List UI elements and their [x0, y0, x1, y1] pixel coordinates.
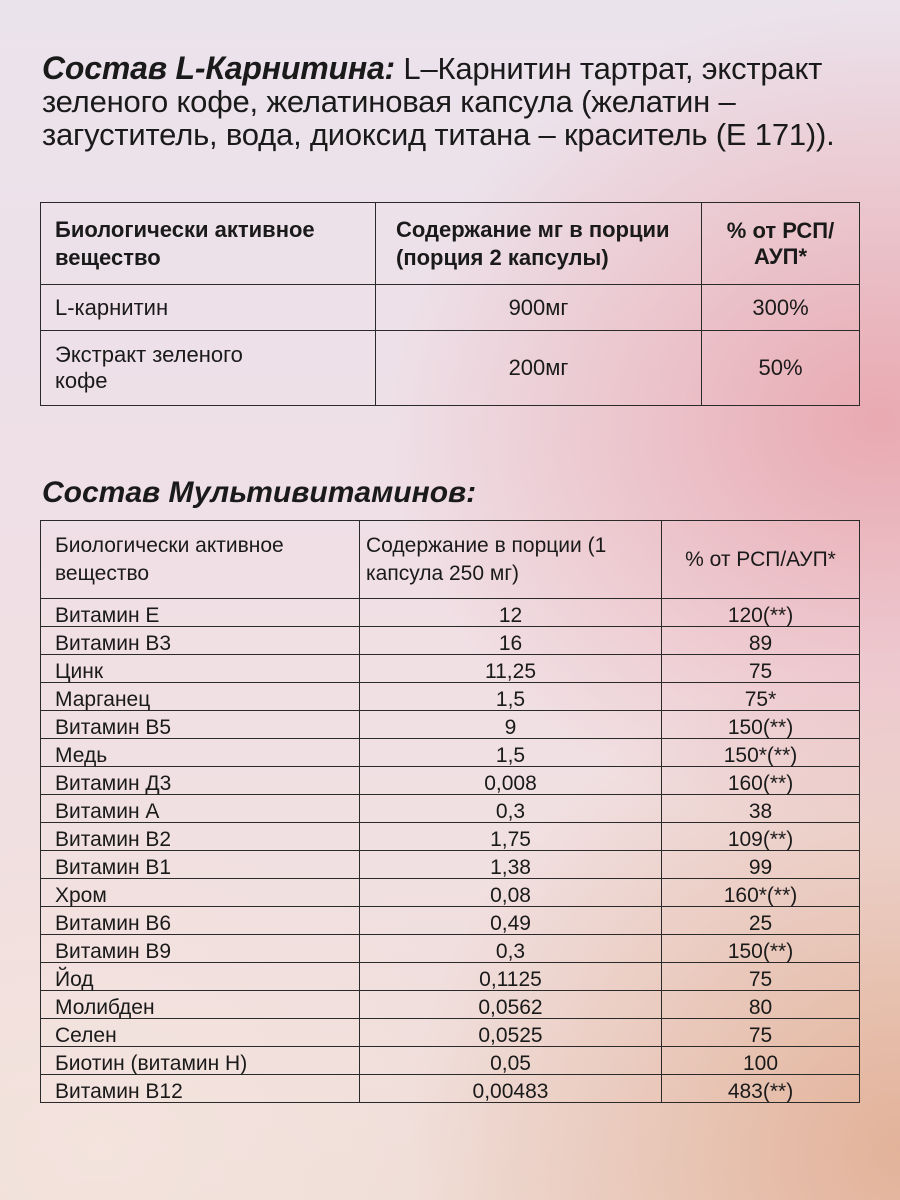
- substance-cell: Биотин (витамин Н): [41, 1047, 360, 1075]
- column-header-content: Содержание мг в порции (порция 2 капсулы): [376, 203, 702, 285]
- substance-cell: Витамин В6: [41, 907, 360, 935]
- content-cell: 1,75: [360, 823, 662, 851]
- substance-cell: Цинк: [41, 655, 360, 683]
- percent-cell: 75: [662, 655, 860, 683]
- content-cell: 16: [360, 627, 662, 655]
- percent-cell: 160*(**): [662, 879, 860, 907]
- table-row: [41, 711, 860, 739]
- table-row: [41, 739, 860, 767]
- content-cell: 0,0562: [360, 991, 662, 1019]
- content-cell: 0,3: [360, 795, 662, 823]
- percent-cell: 300%: [702, 285, 860, 331]
- table-row: [41, 907, 860, 935]
- table-row: [41, 331, 860, 406]
- percent-cell: 109(**): [662, 823, 860, 851]
- content-cell: 11,25: [360, 655, 662, 683]
- substance-cell: Витамин В9: [41, 935, 360, 963]
- table-row: [41, 627, 860, 655]
- table-row: [41, 1047, 860, 1075]
- lcarnitine-composition-heading: Состав L-Карнитина:: [42, 50, 395, 86]
- column-header-substance: Биологически активное вещество: [41, 521, 360, 599]
- column-header-percent: % от РСП/АУП*: [702, 203, 860, 285]
- content-cell: 900мг: [376, 285, 702, 331]
- lcarnitine-table: [40, 202, 860, 406]
- percent-cell: 80: [662, 991, 860, 1019]
- table-row: [41, 285, 860, 331]
- substance-cell: Марганец: [41, 683, 360, 711]
- substance-cell: Экстракт зеленого кофе: [41, 331, 376, 406]
- lcarnitine-composition-text: [42, 52, 872, 151]
- substance-cell: Витамин А: [41, 795, 360, 823]
- content-cell: 0,08: [360, 879, 662, 907]
- table-row: [41, 991, 860, 1019]
- table-row: [41, 767, 860, 795]
- content-cell: 1,5: [360, 683, 662, 711]
- table-row: [41, 795, 860, 823]
- percent-cell: 150(**): [662, 935, 860, 963]
- percent-cell: 75: [662, 963, 860, 991]
- column-header-percent: % от РСП/АУП*: [662, 521, 860, 599]
- percent-cell: 75: [662, 1019, 860, 1047]
- percent-cell: 99: [662, 851, 860, 879]
- substance-cell: Хром: [41, 879, 360, 907]
- percent-cell: 150(**): [662, 711, 860, 739]
- content-cell: 0,1125: [360, 963, 662, 991]
- table-header-row: [41, 521, 860, 599]
- content-cell: 0,05: [360, 1047, 662, 1075]
- percent-cell: 75*: [662, 683, 860, 711]
- percent-cell: 89: [662, 627, 860, 655]
- substance-cell: Йод: [41, 963, 360, 991]
- substance-cell: Витамин В5: [41, 711, 360, 739]
- content-cell: 200мг: [376, 331, 702, 406]
- substance-cell: Витамин В2: [41, 823, 360, 851]
- substance-cell: Селен: [41, 1019, 360, 1047]
- substance-cell: Витамин В12: [41, 1075, 360, 1103]
- substance-cell: Витамин В1: [41, 851, 360, 879]
- percent-cell: 50%: [702, 331, 860, 406]
- substance-cell: Медь: [41, 739, 360, 767]
- content-cell: 9: [360, 711, 662, 739]
- percent-cell: 150*(**): [662, 739, 860, 767]
- content-cell: 12: [360, 599, 662, 627]
- multivitamin-table: [40, 520, 860, 1103]
- percent-cell: 100: [662, 1047, 860, 1075]
- content-cell: 1,38: [360, 851, 662, 879]
- table-row: [41, 935, 860, 963]
- percent-cell: 160(**): [662, 767, 860, 795]
- table-row: [41, 1075, 860, 1103]
- content-cell: 0,00483: [360, 1075, 662, 1103]
- substance-cell: Молибден: [41, 991, 360, 1019]
- percent-cell: 25: [662, 907, 860, 935]
- content-cell: 1,5: [360, 739, 662, 767]
- substance-cell: L-карнитин: [41, 285, 376, 331]
- content-cell: 0,008: [360, 767, 662, 795]
- content-cell: 0,0525: [360, 1019, 662, 1047]
- table-row: [41, 599, 860, 627]
- lcarnitine-ingredients: L–Карнитин тартрат, экстракт зеленого кофе, желатиновая капсула (желатин – загуститель, вода, диоксид титана – краситель (Е 171)).: [42, 51, 835, 152]
- percent-cell: 38: [662, 795, 860, 823]
- substance-cell: Витамин Д3: [41, 767, 360, 795]
- percent-cell: 483(**): [662, 1075, 860, 1103]
- table-header-row: [41, 203, 860, 285]
- column-header-substance: Биологически активное вещество: [41, 203, 376, 285]
- content-cell: 0,49: [360, 907, 662, 935]
- table-row: [41, 1019, 860, 1047]
- percent-cell: 120(**): [662, 599, 860, 627]
- table-row: [41, 683, 860, 711]
- table-row: [41, 879, 860, 907]
- multivitamin-heading: Состав Мультивитаминов:: [42, 476, 477, 509]
- table-row: [41, 851, 860, 879]
- table-row: [41, 655, 860, 683]
- content-cell: 0,3: [360, 935, 662, 963]
- substance-cell: Витамин В3: [41, 627, 360, 655]
- column-header-content: Содержание в порции (1 капсула 250 мг): [360, 521, 662, 599]
- table-row: [41, 963, 860, 991]
- table-row: [41, 823, 860, 851]
- substance-cell: Витамин Е: [41, 599, 360, 627]
